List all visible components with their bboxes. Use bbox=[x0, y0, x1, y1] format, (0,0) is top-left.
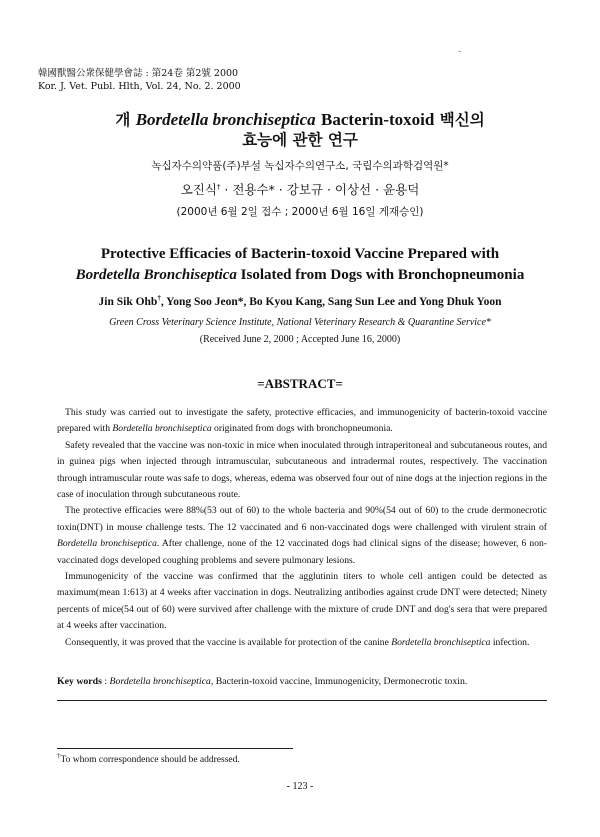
dagger-mark: † bbox=[216, 182, 221, 191]
english-title-species: Bordetella Bronchiseptica bbox=[75, 267, 237, 283]
corner-mark: - bbox=[458, 46, 461, 56]
english-authors bbox=[40, 294, 560, 308]
abstract-paragraph bbox=[57, 635, 547, 651]
abstract-text: This study was carried out to investigate the safety, protective efficacies, and immunogenicity of bacterin-toxoid vaccine prepared with bbox=[57, 407, 547, 435]
korean-title-line2: 효능에 관한 연구 bbox=[242, 131, 358, 149]
journal-header bbox=[38, 67, 241, 93]
abstract-paragraph: Safety revealed that the vaccine was non-toxic in mice when inoculated through intraperitoneal and subcutaneous routes, and in guinea pigs when injected through intramuscular, subcutaneous and intradermal routes, respectively. The vaccination through intramuscular route was safe to dogs, whereas, edema was observed four out of nine dogs at the injection regions in the case of inoculation through subcutaneous route. bbox=[57, 439, 547, 501]
english-authors-rest: , Yong Soo Jeon*, Bo Kyou Kang, Sang Sun Lee and Yong Dhuk Yoon bbox=[160, 295, 502, 308]
english-author-first: Jin Sik Ohb bbox=[98, 295, 158, 308]
abstract-heading: =ABSTRACT= bbox=[257, 376, 343, 391]
footnote-divider bbox=[57, 748, 293, 749]
journal-name-english: Kor. J. Vet. Publ. Hlth, Vol. 24, No. 2. 2000 bbox=[38, 81, 241, 92]
korean-authors-rest: · 전용수* · 강보규 · 이상선 · 윤용덕 bbox=[220, 182, 420, 197]
species-name: Bordetella bronchiseptica bbox=[391, 636, 491, 648]
english-title bbox=[40, 244, 560, 286]
footnote bbox=[57, 752, 240, 765]
abstract-text: infection. bbox=[490, 636, 530, 648]
species-name: Bordetella bronchiseptica bbox=[57, 538, 157, 550]
korean-title-prefix: 개 bbox=[115, 111, 131, 129]
abstract-text: . After challenge, none of the 12 vaccinated dogs had clinical signs of the disease; however, 6 non-vaccinated dogs developed coughing problems and severe pulmonary lesions. bbox=[57, 538, 547, 566]
korean-title-suffix: 백신의 bbox=[439, 111, 485, 129]
abstract-paragraph: Immunogenicity of the vaccine was confirmed that the agglutinin titers to whole cell antigen could be detected as maximum(mean 1:613) at 4 weeks after vaccination in dogs. Neutralizing antibodies against crude DNT were detected; Ninety percents of mice(54 out of 60) were survived after challenge with the mixture of crude DNT and dog's sera that were prepared at 4 weeks after vaccination. bbox=[57, 571, 547, 632]
keywords bbox=[57, 676, 547, 687]
korean-authors bbox=[40, 180, 560, 198]
korean-title-species: Bordetella bronchiseptica bbox=[135, 110, 316, 129]
journal-name-korean: 韓國獸醫公衆保健學會誌 : 第24卷 第2號 2000 bbox=[38, 68, 239, 79]
korean-dates: (2000년 6월 2일 접수 ; 2000년 6월 16일 게재승인) bbox=[176, 206, 424, 218]
korean-title bbox=[40, 110, 560, 150]
abstract-paragraph bbox=[57, 503, 547, 569]
korean-affiliation: 녹십자수의약품(주)부설 녹십자수의연구소, 국립수의과학검역원* bbox=[151, 160, 449, 172]
species-name: Bordetella bronchiseptica bbox=[112, 423, 212, 435]
footnote-dagger: † bbox=[57, 752, 61, 760]
abstract-text: The protective efficacies were 88%(53 out of 60) to the whole bacteria and 90%(54 out of 60) to the crude dermonecrotic toxin(DNT) in mouse challenge tests. The 12 vaccinated and 6 non-vaccinated dogs were challenged with virulent strain of bbox=[57, 505, 547, 533]
keywords-colon: : bbox=[101, 676, 110, 687]
abstract-paragraph bbox=[57, 405, 547, 438]
korean-title-middle: Bacterin-toxoid bbox=[321, 110, 435, 129]
dagger-mark-en: † bbox=[157, 294, 161, 302]
abstract-text: originated from dogs with bronchopneumonia. bbox=[211, 423, 393, 435]
korean-author-first: 오진식 bbox=[180, 182, 217, 197]
keywords-divider bbox=[57, 700, 547, 701]
english-title-line2: Isolated from Dogs with Bronchopneumonia bbox=[236, 267, 525, 283]
abstract-text: Consequently, it was proved that the vaccine is available for protection of the canine bbox=[65, 636, 392, 648]
english-affiliation: Green Cross Veterinary Science Institute, National Veterinary Research & Quarantine Service* bbox=[109, 317, 491, 328]
footnote-text: To whom correspondence should be addressed. bbox=[60, 755, 240, 766]
keywords-species: Bordetella bronchiseptica bbox=[109, 676, 211, 687]
keywords-label: Key words bbox=[57, 676, 102, 687]
keywords-rest: , Bacterin-toxoid vaccine, Immunogenicity, Dermonecrotic toxin. bbox=[210, 676, 468, 687]
english-title-line1: Protective Efficacies of Bacterin-toxoid Vaccine Prepared with bbox=[100, 246, 500, 262]
english-dates: (Received June 2, 2000 ; Accepted June 16, 2000) bbox=[199, 334, 401, 345]
abstract-body bbox=[57, 405, 547, 651]
page-number: - 123 - bbox=[286, 781, 314, 792]
